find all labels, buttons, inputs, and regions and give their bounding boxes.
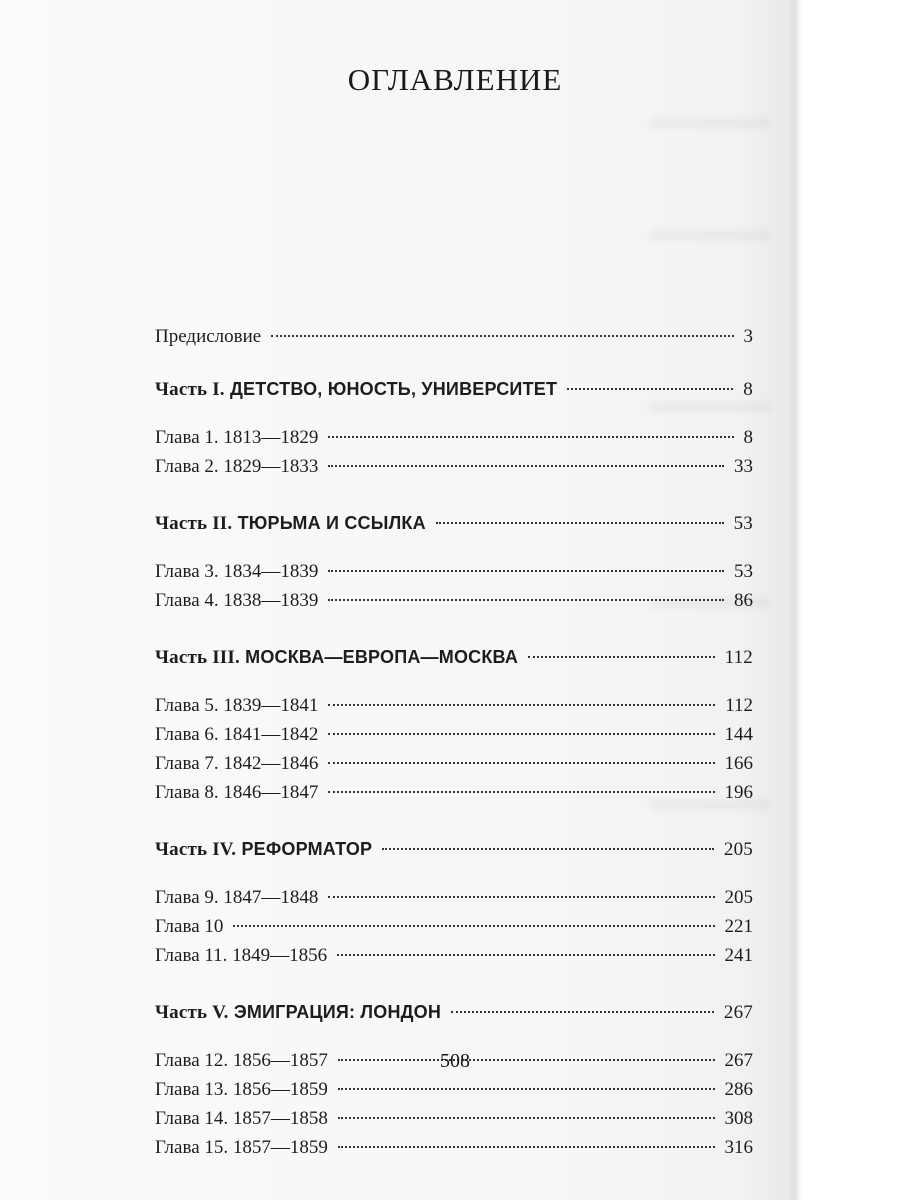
toc-chapter-label: Глава 7. 1842—1846 (155, 753, 319, 774)
toc-part-title: МОСКВА—ЕВРОПА—МОСКВА (245, 647, 519, 667)
toc-chapter-entry[interactable] (155, 720, 753, 749)
toc-part-label (155, 509, 436, 538)
toc-chapter-label: Глава 6. 1841—1842 (155, 724, 319, 745)
dot-leader (328, 465, 724, 467)
toc-part-label (155, 375, 567, 404)
toc-chapter-entry[interactable] (155, 1075, 753, 1104)
toc-chapter-label: Глава 10 (155, 916, 224, 937)
toc-chapter-label: Глава 4. 1838—1839 (155, 590, 319, 611)
toc-chapter-label: Глава 5. 1839—1841 (155, 695, 319, 716)
toc-part-prefix: Часть II. (155, 513, 233, 534)
toc-chapter-page: 144 (724, 724, 753, 745)
toc-part-title: ЭМИГРАЦИЯ: ЛОНДОН (233, 1002, 442, 1022)
toc-part-title: ДЕТСТВО, ЮНОСТЬ, УНИВЕРСИТЕТ (229, 379, 558, 399)
toc-chapter-entry[interactable] (155, 778, 753, 807)
toc-chapter-entry[interactable] (155, 749, 753, 778)
toc-part-label (155, 643, 528, 672)
toc-part-prefix: Часть III. (155, 647, 240, 668)
spacer (155, 1027, 753, 1046)
dot-leader (328, 896, 714, 898)
toc-part-entry[interactable] (155, 835, 753, 864)
dot-leader (528, 656, 715, 658)
dot-leader (567, 388, 733, 390)
toc-chapter-entry[interactable] (155, 452, 753, 481)
dot-leader (337, 954, 714, 956)
spacer (155, 672, 753, 691)
dot-leader (338, 1117, 715, 1119)
dot-leader (328, 733, 714, 735)
toc-chapter-entry[interactable] (155, 423, 753, 452)
toc-part-entry[interactable] (155, 509, 753, 538)
page-edge-shadow (788, 0, 802, 1200)
toc-chapter-page: 33 (734, 456, 753, 477)
dot-leader (328, 704, 715, 706)
toc-part-prefix: Часть I. (155, 379, 225, 400)
toc-chapter-page: 267 (724, 1050, 753, 1071)
toc-chapter-entry[interactable] (155, 941, 753, 970)
toc-chapter-page: 112 (725, 695, 753, 716)
toc-chapter-label: Глава 14. 1857—1858 (155, 1108, 328, 1129)
spacer (155, 970, 753, 998)
dot-leader (328, 599, 724, 601)
toc-chapter-entry[interactable] (155, 883, 753, 912)
dot-leader (271, 335, 733, 337)
toc-chapter-label: Глава 13. 1856—1859 (155, 1079, 328, 1100)
dot-leader (382, 848, 714, 850)
toc-part-title: РЕФОРМАТОР (241, 839, 373, 859)
show-through-text (650, 118, 770, 128)
toc-chapter-page: 166 (724, 753, 753, 774)
toc-part-title: ТЮРЬМА И ССЫЛКА (237, 513, 426, 533)
toc-chapter-page: 286 (724, 1079, 753, 1100)
toc-part-label (155, 998, 451, 1027)
toc-chapter-page: 308 (724, 1108, 753, 1129)
dot-leader (328, 791, 714, 793)
show-through-text (650, 230, 770, 240)
toc-chapter-entry[interactable] (155, 1133, 753, 1162)
toc-part-prefix: Часть IV. (155, 839, 237, 860)
toc-entry-label: Предисловие (155, 326, 262, 347)
dot-leader (328, 570, 724, 572)
toc-chapter-label: Глава 3. 1834—1839 (155, 561, 319, 582)
spacer (155, 351, 753, 375)
spacer (155, 538, 753, 557)
toc-part-page: 267 (723, 1002, 753, 1023)
dot-leader (451, 1011, 714, 1013)
toc-chapter-page: 86 (734, 590, 753, 611)
toc-chapter-label: Глава 2. 1829—1833 (155, 456, 319, 477)
spacer (155, 615, 753, 643)
toc-chapter-page: 205 (724, 887, 753, 908)
toc-chapter-label: Глава 9. 1847—1848 (155, 887, 319, 908)
toc-chapter-entry[interactable] (155, 1104, 753, 1133)
spacer (155, 481, 753, 509)
toc-chapter-page: 8 (743, 427, 753, 448)
dot-leader (328, 436, 733, 438)
page-number: 508 (440, 1050, 470, 1072)
toc-part-page: 8 (743, 379, 753, 400)
toc-part-page: 53 (733, 513, 753, 534)
toc-part-label (155, 835, 382, 864)
toc-chapter-label: Глава 11. 1849—1856 (155, 945, 328, 966)
toc-chapter-label: Глава 12. 1856—1857 (155, 1050, 328, 1071)
toc-chapter-page: 221 (724, 916, 753, 937)
spacer (155, 864, 753, 883)
dot-leader (233, 925, 714, 927)
dot-leader (436, 522, 724, 524)
toc-chapter-label: Глава 8. 1846—1847 (155, 782, 319, 803)
page-title: ОГЛАВЛЕНИЕ (347, 62, 563, 97)
toc-chapter-entry[interactable] (155, 691, 753, 720)
dot-leader (328, 762, 714, 764)
toc-entry-page: 3 (743, 326, 753, 347)
toc-chapter-page: 241 (724, 945, 753, 966)
spacer (155, 807, 753, 835)
toc-part-entry[interactable] (155, 643, 753, 672)
toc-chapter-label: Глава 15. 1857—1859 (155, 1137, 328, 1158)
toc-chapter-entry[interactable] (155, 586, 753, 615)
table-of-contents (155, 322, 753, 1162)
dot-leader (338, 1146, 715, 1148)
toc-part-entry[interactable] (155, 375, 753, 404)
toc-part-page: 205 (723, 839, 753, 860)
toc-part-page: 112 (724, 647, 753, 668)
toc-chapter-label: Глава 1. 1813—1829 (155, 427, 319, 448)
toc-chapter-entry[interactable] (155, 557, 753, 586)
toc-chapter-entry[interactable] (155, 912, 753, 941)
toc-entry-preface[interactable] (155, 322, 753, 351)
toc-chapter-page: 53 (734, 561, 753, 582)
toc-chapter-page: 196 (724, 782, 753, 803)
toc-chapter-page: 316 (724, 1137, 753, 1158)
toc-part-entry[interactable] (155, 998, 753, 1027)
toc-part-prefix: Часть V. (155, 1002, 229, 1023)
spacer (155, 404, 753, 423)
dot-leader (338, 1088, 715, 1090)
